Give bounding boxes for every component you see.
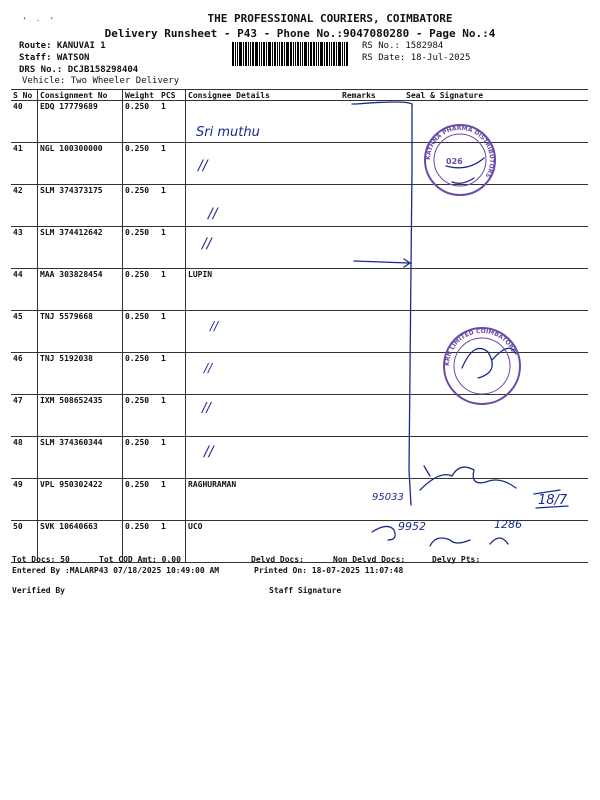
staff: Staff: WATSON	[19, 53, 90, 63]
cell-sno: 49	[11, 479, 38, 521]
delvd-docs: Delvd Docs:	[251, 555, 304, 564]
cell-consignment: SLM 374360344	[38, 437, 123, 479]
cell-sno: 48	[11, 437, 38, 479]
cell-consignee: UCO	[186, 521, 341, 563]
cell-consignment: TNJ 5579668	[38, 311, 123, 353]
cell-sno: 42	[11, 185, 38, 227]
cell-weight: 0.250	[123, 311, 160, 353]
cell-sno: 43	[11, 227, 38, 269]
cell-consignment: SLM 374373175	[38, 185, 123, 227]
cell-weight: 0.250	[123, 395, 160, 437]
cell-weight: 0.250	[123, 101, 160, 143]
handwriting-phone1: 95033	[372, 492, 404, 503]
company-title: THE PROFESSIONAL COURIERS, COIMBATORE	[207, 12, 453, 25]
delvy-pts: Delvy Pts:	[432, 555, 481, 564]
staff-signature: Staff Signature	[269, 586, 342, 595]
route: Route: KANUVAI 1	[19, 41, 106, 51]
cell-sno: 47	[11, 395, 38, 437]
cell-consignment: VPL 950302422	[38, 479, 123, 521]
cell-sno: 41	[11, 143, 38, 185]
non-delvd-docs: Non Delvd Docs:	[333, 555, 406, 564]
cell-weight: 0.250	[123, 143, 160, 185]
col-pcs: PCS	[159, 90, 186, 101]
runsheet-subtitle: Delivery Runsheet - P43 - Phone No.:9047080280 - Page No.:4	[104, 27, 496, 40]
ditto-row42: //	[208, 206, 218, 222]
ditto-row41: //	[198, 158, 208, 174]
cell-consignment: EDQ 17779689	[38, 101, 123, 143]
printed-on: Printed On: 18-07-2025 11:07:48	[254, 566, 404, 575]
col-sno: S No	[11, 90, 38, 101]
col-remarks: Remarks	[340, 90, 382, 101]
stamp-2-text: KRN LIMITED COIMBATORE	[443, 327, 517, 367]
cell-weight: 0.250	[123, 227, 160, 269]
ditto-row48: //	[204, 444, 214, 460]
cell-pcs: 1	[159, 269, 186, 311]
cell-weight: 0.250	[123, 353, 160, 395]
cell-weight: 0.250	[123, 521, 160, 563]
cell-pcs: 1	[159, 185, 186, 227]
cell-consignment: NGL 100300000	[38, 143, 123, 185]
cell-pcs: 1	[159, 479, 186, 521]
ditto-row43: //	[202, 236, 212, 252]
cell-sno: 50	[11, 521, 38, 563]
handwriting-date: 18/7	[538, 493, 568, 508]
tot-cod-amt: Tot COD Amt: 0.00	[99, 555, 181, 564]
handwriting-phone2: 9952	[398, 520, 426, 533]
cell-sno: 40	[11, 101, 38, 143]
cell-pcs: 1	[159, 311, 186, 353]
entered-by: Entered By :MALARP43 07/18/2025 10:49:00 AM	[12, 566, 220, 575]
signature-row49	[420, 466, 516, 490]
cell-pcs: 1	[159, 227, 186, 269]
remarks-bracket-line	[352, 102, 412, 505]
cell-weight: 0.250	[123, 185, 160, 227]
col-consignment: Consignment No	[38, 90, 123, 101]
drs-number: DRS No.: DCJB158298404	[19, 65, 139, 75]
col-consignee: Consignee Details	[186, 90, 341, 101]
rs-date: RS Date: 18-Jul-2025	[362, 53, 471, 63]
cell-weight: 0.250	[123, 269, 160, 311]
cell-consignment: MAA 303828454	[38, 269, 123, 311]
remarks-arrow-line	[354, 259, 410, 267]
cell-pcs: 1	[159, 353, 186, 395]
cell-consignment: TNJ 5192038	[38, 353, 123, 395]
cell-pcs: 1	[159, 521, 186, 563]
delivery-stamp-1	[425, 125, 495, 195]
cell-pcs: 1	[159, 437, 186, 479]
col-seal: Seal & Signature	[382, 90, 588, 101]
stamp-1-center: 026	[446, 157, 463, 166]
ditto-row46: //	[204, 361, 213, 375]
cell-pcs: 1	[159, 395, 186, 437]
cell-consignee: LUPIN	[186, 269, 341, 311]
cell-consignee: RAGHURAMAN	[186, 479, 341, 521]
cell-weight: 0.250	[123, 437, 160, 479]
col-weight: Weight	[123, 90, 160, 101]
signature-row50	[372, 526, 508, 546]
cell-pcs: 1	[159, 143, 186, 185]
delivery-stamp-2	[444, 328, 520, 404]
tot-docs: Tot Docs: 50	[12, 555, 70, 564]
handwriting-row40: Sri muthu	[196, 125, 260, 140]
ditto-row47: //	[202, 401, 211, 416]
cell-consignment: SVK 10640663	[38, 521, 123, 563]
cell-weight: 0.250	[123, 479, 160, 521]
cell-sno: 46	[11, 353, 38, 395]
cell-consignment: SLM 374412642	[38, 227, 123, 269]
cell-pcs: 1	[159, 101, 186, 143]
rs-number: RS No.: 1582984	[362, 41, 444, 51]
verified-by: Verified By	[12, 586, 65, 595]
ditto-row45: //	[210, 319, 219, 333]
stamp-1-text: KATHNA PHARMA DISTRIBUTORS	[424, 124, 496, 179]
vehicle: Vehicle: Two Wheeler Delivery	[22, 76, 180, 86]
corner-marks: ‘ · ’	[22, 16, 57, 25]
cell-sno: 44	[11, 269, 38, 311]
cell-consignment: IXM 508652435	[38, 395, 123, 437]
handwriting-phone2-tail: 1286	[494, 518, 522, 531]
cell-sno: 45	[11, 311, 38, 353]
